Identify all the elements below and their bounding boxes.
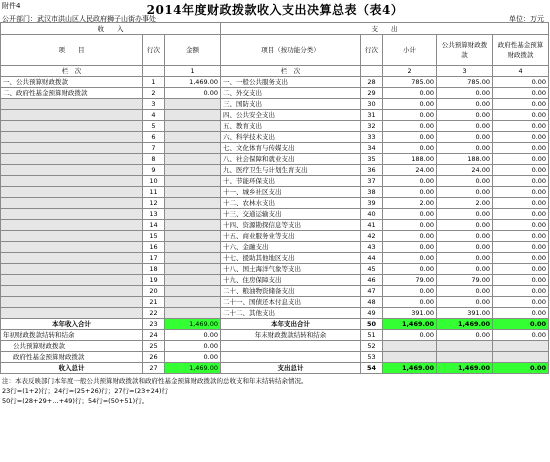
row-number: 4 <box>143 110 165 121</box>
row-number: 35 <box>361 154 383 165</box>
begin-fund-label: 政府性基金预算财政拨款 <box>1 352 143 363</box>
expense-subtotal[interactable]: 0.00 <box>383 297 437 308</box>
income-amount[interactable] <box>165 231 221 242</box>
blank-cell <box>493 341 549 352</box>
expense-item-name: 四、公共安全支出 <box>221 110 361 121</box>
row-number: 49 <box>361 308 383 319</box>
blank-cell <box>143 66 165 77</box>
expense-subtotal[interactable]: 0.00 <box>383 209 437 220</box>
table-row <box>1 77 549 88</box>
expense-public[interactable]: 0.00 <box>437 286 493 297</box>
expense-public[interactable]: 0.00 <box>437 121 493 132</box>
row-number: 16 <box>143 242 165 253</box>
expense-subtotal[interactable]: 0.00 <box>383 187 437 198</box>
income-amount[interactable] <box>165 275 221 286</box>
expense-public[interactable]: 0.00 <box>437 176 493 187</box>
gov-fund-header: 政府性基金预算财政拨款 <box>493 35 549 66</box>
begin-balance-amount[interactable]: 0.00 <box>165 330 221 341</box>
row-number: 39 <box>361 198 383 209</box>
income-item-name <box>1 231 143 242</box>
year-expense-fund[interactable]: 0.00 <box>493 319 549 330</box>
expense-public[interactable]: 2.00 <box>437 198 493 209</box>
expense-item-name: 十、节能环保支出 <box>221 176 361 187</box>
income-amount[interactable] <box>165 286 221 297</box>
col-number-4: 4 <box>493 66 549 77</box>
row-number: 51 <box>361 330 383 341</box>
year-expense-public[interactable]: 1,469.00 <box>437 319 493 330</box>
expense-public[interactable]: 0.00 <box>437 110 493 121</box>
blank-cell <box>437 341 493 352</box>
income-amount[interactable] <box>165 132 221 143</box>
income-amount[interactable] <box>165 165 221 176</box>
expense-subtotal[interactable]: 391.00 <box>383 308 437 319</box>
report-title: 2014年度财政拨款收入支出决算总表（表4） <box>146 3 404 17</box>
expense-subtotal[interactable]: 0.00 <box>383 286 437 297</box>
expense-public[interactable]: 0.00 <box>437 143 493 154</box>
row-number: 28 <box>361 77 383 88</box>
expense-fund[interactable]: 0.00 <box>493 110 549 121</box>
table-row <box>1 99 549 110</box>
row-number: 30 <box>361 99 383 110</box>
expense-public[interactable]: 0.00 <box>437 209 493 220</box>
blank-cell <box>383 341 437 352</box>
expense-subtotal[interactable]: 24.00 <box>383 165 437 176</box>
row-number: 32 <box>361 121 383 132</box>
expense-col-label: 栏 次 <box>221 66 361 77</box>
begin-balance-label: 年初财政拨款结转和结余 <box>1 330 143 341</box>
income-item-name <box>1 264 143 275</box>
row-number: 10 <box>143 176 165 187</box>
row-number: 40 <box>361 209 383 220</box>
income-item-name <box>1 176 143 187</box>
income-item-name <box>1 187 143 198</box>
row-number: 13 <box>143 209 165 220</box>
income-item-name <box>1 198 143 209</box>
income-amount[interactable] <box>165 220 221 231</box>
expense-fund[interactable]: 0.00 <box>493 253 549 264</box>
subtotal-header: 小计 <box>383 35 437 66</box>
expense-subtotal[interactable]: 785.00 <box>383 77 437 88</box>
income-amount[interactable] <box>165 253 221 264</box>
row-number: 9 <box>143 165 165 176</box>
row-number: 2 <box>143 88 165 99</box>
row-number: 41 <box>361 220 383 231</box>
row-number: 45 <box>361 264 383 275</box>
expense-item-name: 九、医疗卫生与计划生育支出 <box>221 165 361 176</box>
expense-item-name: 一、一般公共服务支出 <box>221 77 361 88</box>
total-expense-public[interactable]: 1,469.00 <box>437 363 493 374</box>
expense-fund[interactable]: 0.00 <box>493 286 549 297</box>
note-line: 注：本表反映部门本年度一般公共预算财政拨款和政府性基金预算财政拨款的总收支和年末结转结余情况。 <box>2 377 308 385</box>
table-row <box>1 154 549 165</box>
expense-item-name: 十一、城乡社区支出 <box>221 187 361 198</box>
end-balance-subtotal[interactable]: 0.00 <box>383 330 437 341</box>
income-amount[interactable] <box>165 176 221 187</box>
expense-public[interactable]: 0.00 <box>437 99 493 110</box>
expense-public[interactable]: 79.00 <box>437 275 493 286</box>
expense-subtotal[interactable]: 79.00 <box>383 275 437 286</box>
income-item-name <box>1 286 143 297</box>
expense-subtotal[interactable]: 0.00 <box>383 264 437 275</box>
row-number: 14 <box>143 220 165 231</box>
expense-subtotal[interactable]: 0.00 <box>383 121 437 132</box>
income-group-header: 收 入 <box>1 23 221 35</box>
expense-item-name: 三、国防支出 <box>221 99 361 110</box>
row-number: 48 <box>361 297 383 308</box>
income-item-name <box>1 308 143 319</box>
income-item-name: 二、政府性基金预算财政拨款 <box>1 88 143 99</box>
expense-fund[interactable]: 0.00 <box>493 187 549 198</box>
expense-subtotal[interactable]: 0.00 <box>383 132 437 143</box>
expense-fund[interactable]: 0.00 <box>493 132 549 143</box>
expense-item-name: 十六、金融支出 <box>221 242 361 253</box>
expense-fund[interactable]: 0.00 <box>493 242 549 253</box>
expense-fund[interactable]: 0.00 <box>493 220 549 231</box>
total-income-amount[interactable]: 1,469.00 <box>165 363 221 374</box>
income-amount[interactable] <box>165 264 221 275</box>
expense-fund[interactable]: 0.00 <box>493 143 549 154</box>
expense-item-name: 二十二、其他支出 <box>221 308 361 319</box>
expense-subtotal[interactable]: 0.00 <box>383 220 437 231</box>
row-number: 26 <box>143 352 165 363</box>
row-number: 54 <box>361 363 383 374</box>
expense-item-name: 七、文化体育与传媒支出 <box>221 143 361 154</box>
expense-item-name: 十九、住房保障支出 <box>221 275 361 286</box>
expense-rowno-header: 行次 <box>361 35 383 66</box>
row-number: 36 <box>361 165 383 176</box>
expense-public[interactable]: 0.00 <box>437 132 493 143</box>
income-item-name: 一、公共预算财政拨款 <box>1 77 143 88</box>
row-number: 29 <box>361 88 383 99</box>
table-row <box>1 264 549 275</box>
income-amount[interactable] <box>165 121 221 132</box>
income-item-name <box>1 99 143 110</box>
blank-cell <box>437 352 493 363</box>
income-item-name <box>1 110 143 121</box>
income-item-name <box>1 253 143 264</box>
total-expense-fund[interactable]: 0.00 <box>493 363 549 374</box>
expense-subtotal[interactable]: 0.00 <box>383 231 437 242</box>
expense-item-name: 十五、商业服务业等支出 <box>221 231 361 242</box>
expense-fund[interactable]: 0.00 <box>493 198 549 209</box>
table-row <box>1 110 549 121</box>
blank-cell <box>361 66 383 77</box>
expense-public[interactable]: 0.00 <box>437 187 493 198</box>
expense-public[interactable]: 0.00 <box>437 220 493 231</box>
expense-item-name: 十四、资源勘探信息等支出 <box>221 220 361 231</box>
table-row <box>1 286 549 297</box>
table-row <box>1 187 549 198</box>
total-expense-subtotal[interactable]: 1,469.00 <box>383 363 437 374</box>
expense-public[interactable]: 0.00 <box>437 253 493 264</box>
expense-subtotal[interactable]: 0.00 <box>383 99 437 110</box>
expense-fund[interactable]: 0.00 <box>493 264 549 275</box>
row-number: 37 <box>361 176 383 187</box>
row-number: 47 <box>361 286 383 297</box>
table-row <box>1 231 549 242</box>
expense-fund[interactable]: 0.00 <box>493 88 549 99</box>
income-amount-header: 金额 <box>165 35 221 66</box>
blank-cell <box>383 352 437 363</box>
income-amount[interactable] <box>165 187 221 198</box>
expense-public[interactable]: 188.00 <box>437 154 493 165</box>
income-amount[interactable] <box>165 198 221 209</box>
expense-subtotal[interactable]: 0.00 <box>383 110 437 121</box>
table-row <box>1 242 549 253</box>
row-number: 24 <box>143 330 165 341</box>
table-row <box>1 220 549 231</box>
income-item-name <box>1 154 143 165</box>
year-expense-total-label: 本年支出合计 <box>221 319 361 330</box>
expense-fund[interactable]: 0.00 <box>493 308 549 319</box>
expense-item-name: 十二、农林水支出 <box>221 198 361 209</box>
row-number: 15 <box>143 231 165 242</box>
table-row <box>1 275 549 286</box>
row-number: 8 <box>143 154 165 165</box>
end-balance-label: 年末财政拨款结转和结余 <box>221 330 361 341</box>
income-item-name <box>1 165 143 176</box>
total-expense-label: 支出总计 <box>221 363 361 374</box>
note-line: 50行=(28+29+…+49)行；54行=(50+51)行。 <box>2 397 149 405</box>
table-row <box>1 176 549 187</box>
expense-subtotal[interactable]: 0.00 <box>383 143 437 154</box>
row-number: 25 <box>143 341 165 352</box>
notes-block <box>2 376 308 406</box>
end-balance-fund[interactable]: 0.00 <box>493 330 549 341</box>
expense-item-name: 二、外交支出 <box>221 88 361 99</box>
expense-item-name: 二十一、国债还本付息支出 <box>221 297 361 308</box>
row-number: 3 <box>143 99 165 110</box>
blank-cell <box>493 352 549 363</box>
expense-public[interactable]: 0.00 <box>437 264 493 275</box>
expense-public[interactable]: 0.00 <box>437 297 493 308</box>
row-number: 43 <box>361 242 383 253</box>
expense-fund[interactable]: 0.00 <box>493 275 549 286</box>
row-number: 33 <box>361 132 383 143</box>
row-number: 5 <box>143 121 165 132</box>
income-item-name <box>1 143 143 154</box>
expense-public[interactable]: 0.00 <box>437 231 493 242</box>
year-expense-subtotal[interactable]: 1,469.00 <box>383 319 437 330</box>
year-income-total-label: 本年收入合计 <box>1 319 143 330</box>
expense-item-name: 六、科学技术支出 <box>221 132 361 143</box>
col-number-1: 1 <box>165 66 221 77</box>
income-amount[interactable] <box>165 154 221 165</box>
expense-public[interactable]: 785.00 <box>437 77 493 88</box>
expense-subtotal[interactable]: 0.00 <box>383 88 437 99</box>
income-amount[interactable] <box>165 297 221 308</box>
begin-fund-amount[interactable]: 0.00 <box>165 352 221 363</box>
table-row <box>1 198 549 209</box>
row-number: 19 <box>143 275 165 286</box>
expense-item-name: 十八、国土海洋气象等支出 <box>221 264 361 275</box>
row-number: 31 <box>361 110 383 121</box>
row-number: 6 <box>143 132 165 143</box>
row-number: 42 <box>361 231 383 242</box>
table-row <box>1 165 549 176</box>
row-number: 20 <box>143 286 165 297</box>
expense-item-header: 项目（按功能分类） <box>221 35 361 66</box>
expense-public[interactable]: 0.00 <box>437 88 493 99</box>
col-number-2: 2 <box>383 66 437 77</box>
attachment-label: 附件4 <box>2 2 21 10</box>
row-number: 50 <box>361 319 383 330</box>
expense-public[interactable]: 391.00 <box>437 308 493 319</box>
row-number: 23 <box>143 319 165 330</box>
income-amount[interactable]: 1,469.00 <box>165 77 221 88</box>
income-item-name <box>1 132 143 143</box>
table-row <box>1 209 549 220</box>
expense-fund[interactable]: 0.00 <box>493 176 549 187</box>
expense-fund[interactable]: 0.00 <box>493 165 549 176</box>
row-number: 21 <box>143 297 165 308</box>
budget-table <box>0 22 549 374</box>
row-number: 44 <box>361 253 383 264</box>
row-number: 53 <box>361 352 383 363</box>
expense-fund[interactable]: 0.00 <box>493 121 549 132</box>
row-number: 1 <box>143 77 165 88</box>
table-row <box>1 132 549 143</box>
income-amount[interactable] <box>165 242 221 253</box>
end-balance-public[interactable]: 0.00 <box>437 330 493 341</box>
table-row <box>1 253 549 264</box>
income-amount[interactable] <box>165 308 221 319</box>
row-number: 7 <box>143 143 165 154</box>
table-row <box>1 297 549 308</box>
income-amount[interactable] <box>165 143 221 154</box>
expense-public[interactable]: 0.00 <box>437 242 493 253</box>
income-item-header: 项 目 <box>1 35 143 66</box>
table-row <box>1 88 549 99</box>
expense-subtotal[interactable]: 2.00 <box>383 198 437 209</box>
blank-cell <box>221 352 361 363</box>
expense-subtotal[interactable]: 188.00 <box>383 154 437 165</box>
total-income-label: 收入总计 <box>1 363 143 374</box>
begin-public-label: 公共预算财政拨款 <box>1 341 143 352</box>
income-item-name <box>1 220 143 231</box>
expense-fund[interactable]: 0.00 <box>493 209 549 220</box>
row-number: 46 <box>361 275 383 286</box>
expense-subtotal[interactable]: 0.00 <box>383 176 437 187</box>
table-row <box>1 143 549 154</box>
row-number: 22 <box>143 308 165 319</box>
blank-cell <box>221 341 361 352</box>
expense-item-name: 十七、援助其他地区支出 <box>221 253 361 264</box>
public-budget-header: 公共预算财政拨款 <box>437 35 493 66</box>
department-label: 公开部门：武汉市洪山区人民政府狮子山街办事处 <box>2 15 156 23</box>
expense-fund[interactable]: 0.00 <box>493 297 549 308</box>
row-number: 17 <box>143 253 165 264</box>
expense-fund[interactable]: 0.00 <box>493 99 549 110</box>
expense-fund[interactable]: 0.00 <box>493 154 549 165</box>
expense-item-name: 八、社会保障和就业支出 <box>221 154 361 165</box>
income-amount[interactable] <box>165 99 221 110</box>
expense-item-name: 二十、粮油物资储备支出 <box>221 286 361 297</box>
row-number: 34 <box>361 143 383 154</box>
row-number: 11 <box>143 187 165 198</box>
expense-subtotal[interactable]: 0.00 <box>383 242 437 253</box>
expense-item-name: 十三、交通运输支出 <box>221 209 361 220</box>
expense-subtotal[interactable]: 0.00 <box>383 253 437 264</box>
income-item-name <box>1 209 143 220</box>
row-number: 18 <box>143 264 165 275</box>
col-number-3: 3 <box>437 66 493 77</box>
note-line: 23行=(1+2)行；24行=(25+26)行；27行=(23+24)行 <box>2 387 169 395</box>
row-number: 12 <box>143 198 165 209</box>
expense-group-header: 支 出 <box>221 23 549 35</box>
year-income-total-amount[interactable]: 1,469.00 <box>165 319 221 330</box>
income-col-label: 栏 次 <box>1 66 143 77</box>
expense-item-name: 五、教育支出 <box>221 121 361 132</box>
unit-label: 单位：万元 <box>509 15 544 23</box>
begin-public-amount[interactable]: 0.00 <box>165 341 221 352</box>
income-item-name <box>1 275 143 286</box>
expense-public[interactable]: 24.00 <box>437 165 493 176</box>
income-rowno-header: 行次 <box>143 35 165 66</box>
row-number: 27 <box>143 363 165 374</box>
income-amount[interactable]: 0.00 <box>165 88 221 99</box>
row-number: 38 <box>361 187 383 198</box>
table-row <box>1 308 549 319</box>
income-item-name <box>1 121 143 132</box>
income-amount[interactable] <box>165 110 221 121</box>
expense-fund[interactable]: 0.00 <box>493 77 549 88</box>
income-item-name <box>1 297 143 308</box>
income-item-name <box>1 242 143 253</box>
table-row <box>1 121 549 132</box>
income-amount[interactable] <box>165 209 221 220</box>
expense-fund[interactable]: 0.00 <box>493 231 549 242</box>
row-number: 52 <box>361 341 383 352</box>
